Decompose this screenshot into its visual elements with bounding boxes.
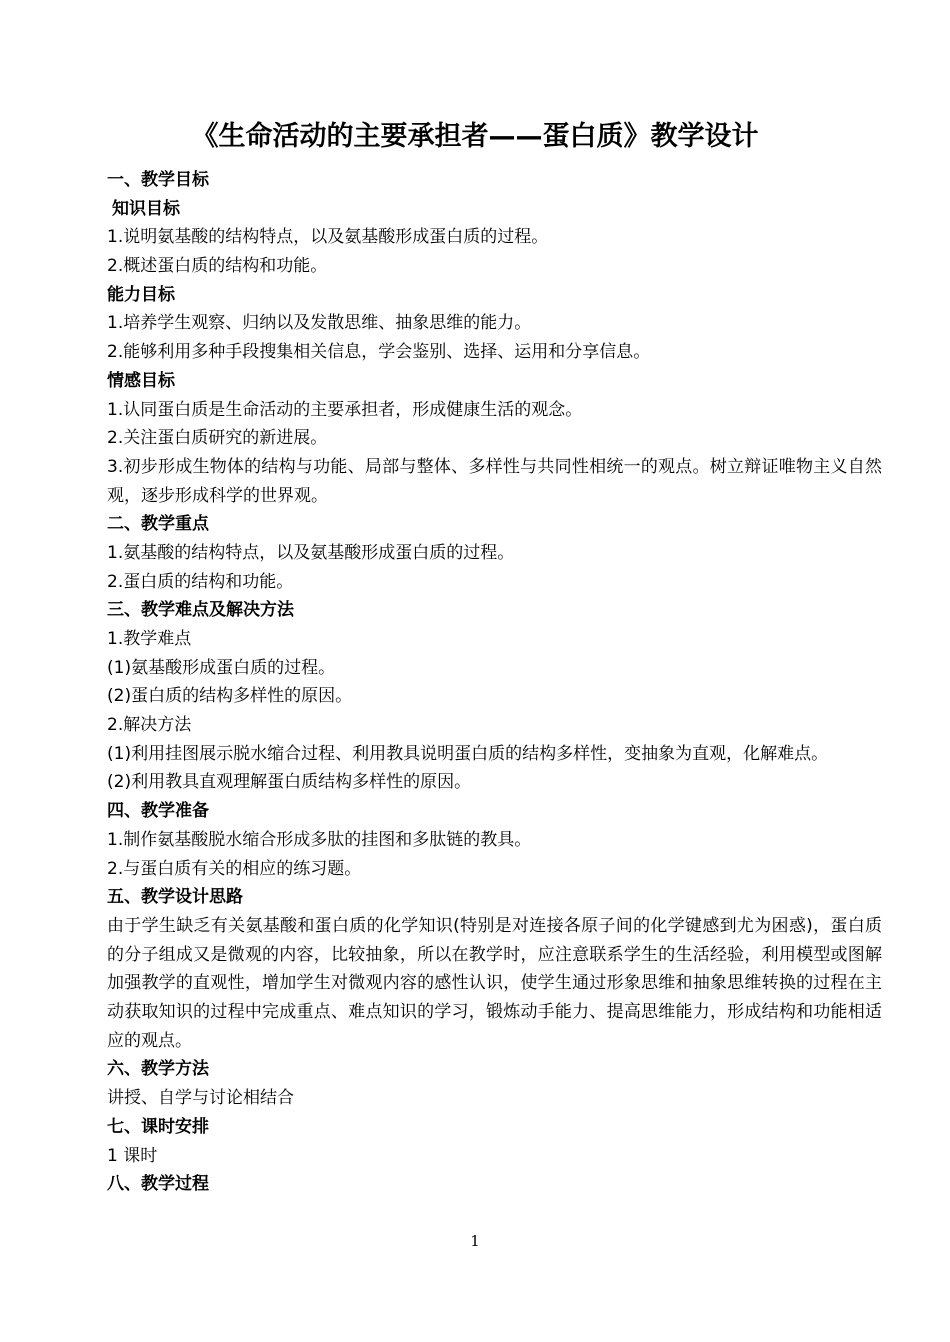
section-heading-process: 八、教学过程 bbox=[107, 1174, 209, 1195]
section-heading-schedule: 七、课时安排 bbox=[107, 1116, 209, 1137]
section-heading-objectives: 一、教学目标 bbox=[107, 170, 209, 190]
subheading-emotion: 情感目标 bbox=[107, 370, 175, 391]
ability-item-1: 1.培养学生观察、归纳以及发散思维、抽象思维的能力。 bbox=[107, 313, 532, 334]
emotion-item-3: 3.初步形成生物体的结构与功能、局部与整体、多样性与共同性相统一的观点。树立辩证唯物主义自然观，逐步形成科学的世界观。 bbox=[107, 456, 882, 506]
document-body bbox=[107, 166, 882, 1199]
preparation-item-2: 2.与蛋白质有关的相应的练习题。 bbox=[107, 858, 362, 879]
schedule-text: 1 课时 bbox=[107, 1145, 158, 1166]
knowledge-item-1: 1.说明氨基酸的结构特点，以及氨基酸形成蛋白质的过程。 bbox=[107, 227, 549, 248]
emotion-item-2: 2.关注蛋白质研究的新进展。 bbox=[107, 428, 328, 449]
emotion-item-1: 1.认同蛋白质是生命活动的主要承担者，形成健康生活的观念。 bbox=[107, 399, 583, 420]
design-idea-paragraph: 由于学生缺乏有关氨基酸和蛋白质的化学知识(特别是对连接各原子间的化学键感到尤为困惑)，蛋白质的分子组成又是微观的内容，比较抽象，所以在教学时，应注意联系学生的生活经验，利用模型或图解加强教学的直观性，增加学生对微观内容的感性认识，使学生通过形象思维和抽象思维转换的过程在主动获取知识的过程中完成重点、难点知识的学习，锻炼动手能力、提高思维能力，形成结构和功能相适应的观点。 bbox=[107, 915, 882, 1051]
section-heading-methods: 六、教学方法 bbox=[107, 1059, 209, 1080]
subheading-knowledge: 知识目标 bbox=[112, 198, 180, 219]
section-heading-difficulties: 三、教学难点及解决方法 bbox=[107, 600, 294, 621]
section-heading-preparation: 四、教学准备 bbox=[107, 801, 209, 822]
subheading-ability: 能力目标 bbox=[107, 284, 175, 305]
difficulty-item-4: 2.解决方法 bbox=[107, 715, 192, 736]
page-number: 1 bbox=[470, 1232, 480, 1250]
key-point-item-2: 2.蛋白质的结构和功能。 bbox=[107, 571, 294, 592]
difficulty-item-1: 1.教学难点 bbox=[107, 629, 192, 650]
ability-item-2: 2.能够利用多种手段搜集相关信息，学会鉴别、选择、运用和分享信息。 bbox=[107, 342, 651, 363]
preparation-item-1: 1.制作氨基酸脱水缩合形成多肽的挂图和多肽链的教具。 bbox=[107, 829, 532, 850]
difficulty-item-5: (1)利用挂图展示脱水缩合过程、利用教具说明蛋白质的结构多样性，变抽象为直观，化解难点。 bbox=[107, 743, 829, 764]
methods-text: 讲授、自学与讨论相结合 bbox=[107, 1088, 294, 1109]
difficulty-item-2: (1)氨基酸形成蛋白质的过程。 bbox=[107, 657, 336, 678]
knowledge-item-2: 2.概述蛋白质的结构和功能。 bbox=[107, 256, 328, 277]
section-heading-design-idea: 五、教学设计思路 bbox=[107, 887, 243, 908]
difficulty-item-6: (2)利用教具直观理解蛋白质结构多样性的原因。 bbox=[107, 772, 472, 793]
difficulty-item-3: (2)蛋白质的结构多样性的原因。 bbox=[107, 686, 353, 707]
document-title: 《生命活动的主要承担者——蛋白质》教学设计 bbox=[191, 121, 759, 152]
key-point-item-1: 1.氨基酸的结构特点，以及氨基酸形成蛋白质的过程。 bbox=[107, 542, 515, 563]
section-heading-key-points: 二、教学重点 bbox=[107, 514, 209, 535]
